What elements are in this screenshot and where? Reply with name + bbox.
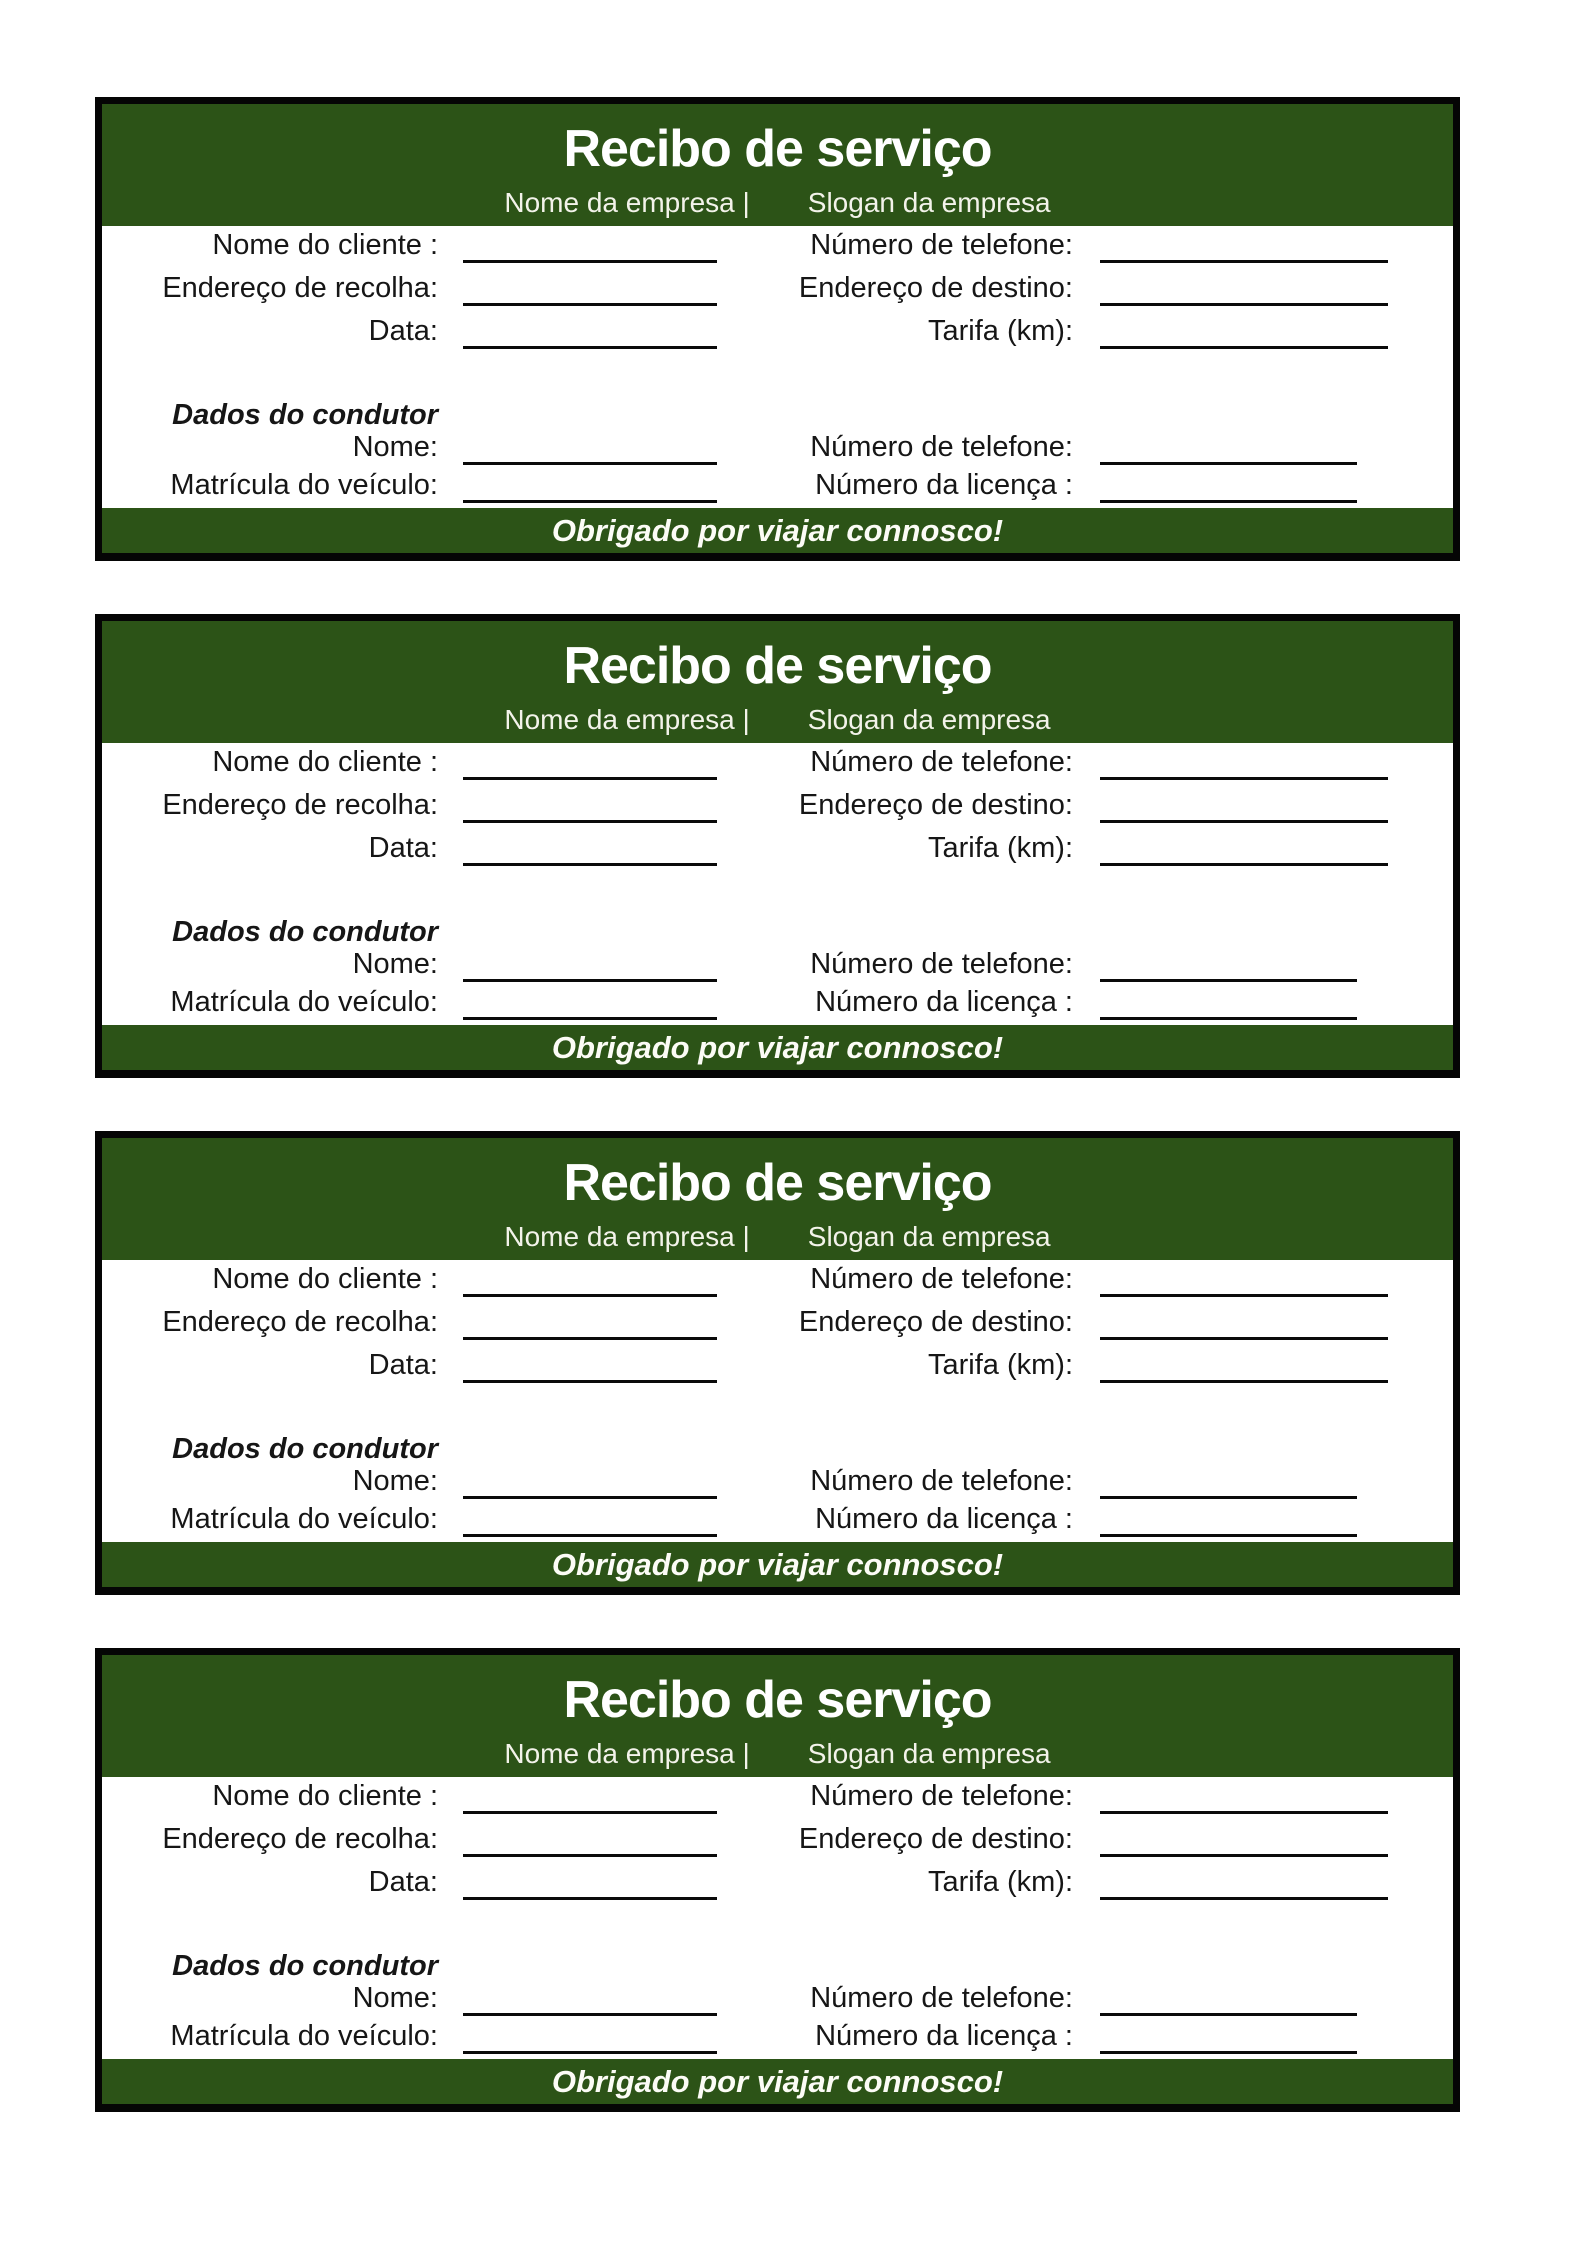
phone-number-label: Número de telefone: xyxy=(810,1263,1073,1295)
receipt-header xyxy=(102,1655,1453,1777)
driver-section-heading: Dados do condutor xyxy=(172,1949,438,1982)
pickup-address-blank-line xyxy=(463,1854,717,1857)
date-blank-line xyxy=(463,1380,717,1383)
phone-number-label: Número de telefone: xyxy=(810,1780,1073,1812)
field-row-plate-license xyxy=(102,988,1453,1026)
pickup-address-label: Endereço de recolha: xyxy=(162,272,438,304)
field-row-date-fare xyxy=(102,829,1453,872)
client-name-blank-line xyxy=(463,1811,717,1814)
destination-address-label: Endereço de destino: xyxy=(798,1306,1073,1338)
receipt-title: Recibo de serviço xyxy=(563,1671,992,1729)
receipt-title: Recibo de serviço xyxy=(563,637,992,695)
driver-name-blank-line xyxy=(463,2013,717,2016)
license-number-label: Número da licença : xyxy=(815,986,1073,1018)
company-slogan: Slogan da empresa xyxy=(807,187,1051,218)
receipt-body xyxy=(102,1777,1453,2059)
license-number-label: Número da licença : xyxy=(815,2020,1073,2052)
date-blank-line xyxy=(463,863,717,866)
company-slogan: Slogan da empresa xyxy=(807,704,1051,735)
field-row-date-fare xyxy=(102,1863,1453,1906)
thank-you-note: Obrigado por viajar connosco! xyxy=(551,2063,1004,2099)
date-blank-line xyxy=(463,1897,717,1900)
fare-blank-line xyxy=(1100,863,1388,866)
client-name-blank-line xyxy=(463,777,717,780)
footer-banner xyxy=(102,1025,1453,1070)
field-row-driver-name-phone xyxy=(102,1984,1453,2022)
phone-number-blank-line xyxy=(1100,260,1388,263)
driver-name-blank-line xyxy=(463,462,717,465)
section-spacer xyxy=(102,1389,1453,1431)
license-number-label: Número da licença : xyxy=(815,469,1073,501)
phone-number-blank-line xyxy=(1100,777,1388,780)
phone-number-label: Número de telefone: xyxy=(810,229,1073,261)
fare-label: Tarifa (km): xyxy=(928,1349,1073,1381)
client-name-blank-line xyxy=(463,260,717,263)
client-name-blank-line xyxy=(463,1294,717,1297)
field-row-client-phone xyxy=(102,226,1453,269)
license-number-blank-line xyxy=(1100,500,1357,503)
receipt-body xyxy=(102,743,1453,1025)
field-row-client-phone xyxy=(102,743,1453,786)
driver-section-heading-row xyxy=(102,1948,1453,1984)
field-row-addresses xyxy=(102,786,1453,829)
date-label: Data: xyxy=(368,1349,438,1381)
pickup-address-label: Endereço de recolha: xyxy=(162,1306,438,1338)
field-row-plate-license xyxy=(102,471,1453,509)
license-number-blank-line xyxy=(1100,2051,1357,2054)
driver-name-label: Nome: xyxy=(352,1465,438,1497)
destination-address-blank-line xyxy=(1100,820,1388,823)
fare-blank-line xyxy=(1100,1897,1388,1900)
driver-phone-blank-line xyxy=(1100,1496,1357,1499)
receipt-card xyxy=(95,1648,1460,2112)
field-row-client-phone xyxy=(102,1260,1453,1303)
fare-label: Tarifa (km): xyxy=(928,315,1073,347)
footer-banner xyxy=(102,508,1453,553)
driver-name-label: Nome: xyxy=(352,431,438,463)
vehicle-plate-label: Matrícula do veículo: xyxy=(170,469,438,501)
pickup-address-label: Endereço de recolha: xyxy=(162,789,438,821)
receipt-card xyxy=(95,1131,1460,1595)
driver-section-heading: Dados do condutor xyxy=(172,915,438,948)
company-slogan: Slogan da empresa xyxy=(807,1738,1051,1769)
vehicle-plate-label: Matrícula do veículo: xyxy=(170,2020,438,2052)
date-label: Data: xyxy=(368,1866,438,1898)
company-name: Nome da empresa | xyxy=(504,187,750,218)
driver-section-heading-row xyxy=(102,397,1453,433)
receipt-header xyxy=(102,1138,1453,1260)
vehicle-plate-blank-line xyxy=(463,2051,717,2054)
destination-address-blank-line xyxy=(1100,303,1388,306)
client-name-label: Nome do cliente : xyxy=(212,229,438,261)
fare-blank-line xyxy=(1100,1380,1388,1383)
receipt-card xyxy=(95,97,1460,561)
footer-banner xyxy=(102,1542,1453,1587)
driver-name-label: Nome: xyxy=(352,948,438,980)
fare-label: Tarifa (km): xyxy=(928,832,1073,864)
destination-address-label: Endereço de destino: xyxy=(798,272,1073,304)
receipt-subtitle xyxy=(102,187,1453,219)
vehicle-plate-blank-line xyxy=(463,500,717,503)
footer-banner xyxy=(102,2059,1453,2104)
pickup-address-blank-line xyxy=(463,303,717,306)
phone-number-blank-line xyxy=(1100,1811,1388,1814)
pickup-address-label: Endereço de recolha: xyxy=(162,1823,438,1855)
company-name: Nome da empresa | xyxy=(504,1221,750,1252)
driver-section-heading-row xyxy=(102,1431,1453,1467)
driver-phone-blank-line xyxy=(1100,462,1357,465)
section-spacer xyxy=(102,355,1453,397)
license-number-blank-line xyxy=(1100,1534,1357,1537)
receipt-card xyxy=(95,614,1460,1078)
vehicle-plate-blank-line xyxy=(463,1017,717,1020)
driver-phone-label: Número de telefone: xyxy=(810,1982,1073,2014)
license-number-label: Número da licença : xyxy=(815,1503,1073,1535)
receipt-subtitle xyxy=(102,1221,1453,1253)
receipt-subtitle xyxy=(102,1738,1453,1770)
driver-name-blank-line xyxy=(463,979,717,982)
client-name-label: Nome do cliente : xyxy=(212,1780,438,1812)
client-name-label: Nome do cliente : xyxy=(212,746,438,778)
date-label: Data: xyxy=(368,832,438,864)
receipt-body xyxy=(102,226,1453,508)
driver-section-heading: Dados do condutor xyxy=(172,1432,438,1465)
fare-label: Tarifa (km): xyxy=(928,1866,1073,1898)
company-name: Nome da empresa | xyxy=(504,704,750,735)
driver-section-heading: Dados do condutor xyxy=(172,398,438,431)
license-number-blank-line xyxy=(1100,1017,1357,1020)
receipt-body xyxy=(102,1260,1453,1542)
vehicle-plate-blank-line xyxy=(463,1534,717,1537)
section-spacer xyxy=(102,872,1453,914)
phone-number-blank-line xyxy=(1100,1294,1388,1297)
pickup-address-blank-line xyxy=(463,1337,717,1340)
field-row-driver-name-phone xyxy=(102,950,1453,988)
driver-phone-blank-line xyxy=(1100,979,1357,982)
company-slogan: Slogan da empresa xyxy=(807,1221,1051,1252)
destination-address-blank-line xyxy=(1100,1854,1388,1857)
field-row-addresses xyxy=(102,269,1453,312)
destination-address-label: Endereço de destino: xyxy=(798,789,1073,821)
field-row-driver-name-phone xyxy=(102,1467,1453,1505)
receipt-title: Recibo de serviço xyxy=(563,120,992,178)
receipt-header xyxy=(102,621,1453,743)
destination-address-blank-line xyxy=(1100,1337,1388,1340)
driver-phone-blank-line xyxy=(1100,2013,1357,2016)
pickup-address-blank-line xyxy=(463,820,717,823)
thank-you-note: Obrigado por viajar connosco! xyxy=(551,1546,1004,1582)
driver-section-heading-row xyxy=(102,914,1453,950)
field-row-plate-license xyxy=(102,2022,1453,2060)
driver-phone-label: Número de telefone: xyxy=(810,431,1073,463)
field-row-addresses xyxy=(102,1303,1453,1346)
destination-address-label: Endereço de destino: xyxy=(798,1823,1073,1855)
field-row-driver-name-phone xyxy=(102,433,1453,471)
thank-you-note: Obrigado por viajar connosco! xyxy=(551,1029,1004,1065)
receipt-subtitle xyxy=(102,704,1453,736)
thank-you-note: Obrigado por viajar connosco! xyxy=(551,512,1004,548)
receipt-title: Recibo de serviço xyxy=(563,1154,992,1212)
field-row-date-fare xyxy=(102,312,1453,355)
field-row-addresses xyxy=(102,1820,1453,1863)
company-name: Nome da empresa | xyxy=(504,1738,750,1769)
field-row-client-phone xyxy=(102,1777,1453,1820)
date-blank-line xyxy=(463,346,717,349)
client-name-label: Nome do cliente : xyxy=(212,1263,438,1295)
section-spacer xyxy=(102,1906,1453,1948)
vehicle-plate-label: Matrícula do veículo: xyxy=(170,1503,438,1535)
driver-name-label: Nome: xyxy=(352,1982,438,2014)
vehicle-plate-label: Matrícula do veículo: xyxy=(170,986,438,1018)
receipt-header xyxy=(102,104,1453,226)
field-row-plate-license xyxy=(102,1505,1453,1543)
date-label: Data: xyxy=(368,315,438,347)
driver-phone-label: Número de telefone: xyxy=(810,1465,1073,1497)
driver-phone-label: Número de telefone: xyxy=(810,948,1073,980)
phone-number-label: Número de telefone: xyxy=(810,746,1073,778)
fare-blank-line xyxy=(1100,346,1388,349)
driver-name-blank-line xyxy=(463,1496,717,1499)
field-row-date-fare xyxy=(102,1346,1453,1389)
